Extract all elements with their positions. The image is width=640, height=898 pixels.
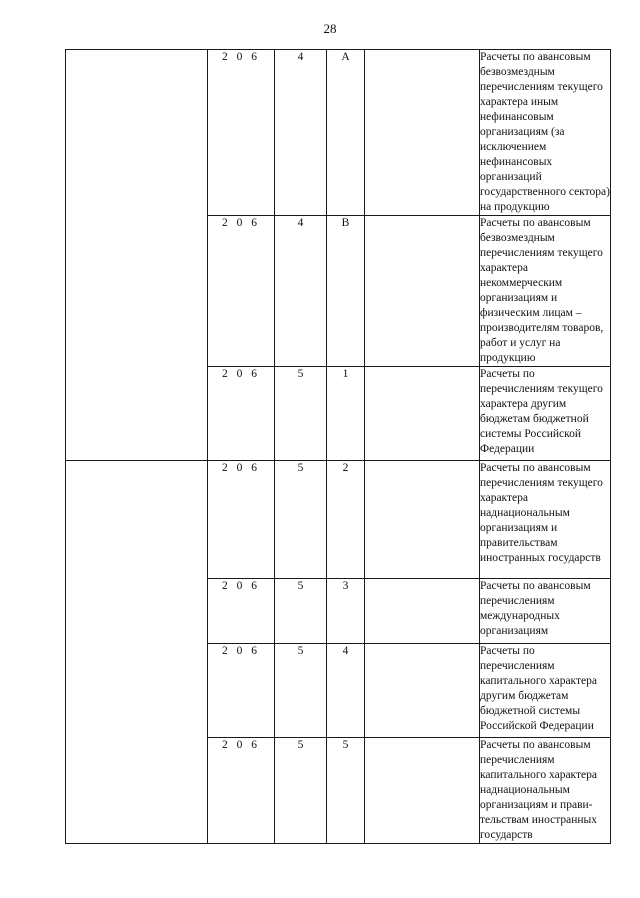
account-code-cell: 2 0 6 [208, 216, 275, 367]
analytic-code-cell: 2 [327, 461, 365, 579]
description-cell: Расчеты по перечислениям текущего характера другим бюджетам бюджетной системы Российской Федерации [480, 367, 611, 461]
subcode-cell: 4 [275, 216, 327, 367]
empty-cell [365, 579, 480, 644]
empty-cell [365, 738, 480, 844]
empty-cell [365, 644, 480, 738]
subcode-cell: 5 [275, 644, 327, 738]
description-cell: Расчеты по авансовым перечислениям капитального характера наднациональным организациям и прави-тельствам иностранных государств [480, 738, 611, 844]
subcode-cell: 4 [275, 50, 327, 216]
analytic-code-cell: 3 [327, 579, 365, 644]
analytic-code-cell: А [327, 50, 365, 216]
account-code-cell: 2 0 6 [208, 367, 275, 461]
subcode-cell: 5 [275, 738, 327, 844]
account-name-cell [66, 461, 208, 844]
description-cell: Расчеты по авансовым безвозмездным перечислениям текущего характера некоммерческим организациям и физическим лицам – производителям товаров, работ и услуг на продукцию [480, 216, 611, 367]
account-name-cell [66, 50, 208, 461]
analytic-code-cell: 1 [327, 367, 365, 461]
table-row [66, 461, 611, 579]
account-table [65, 49, 611, 844]
table-row [66, 50, 611, 216]
account-code-cell: 2 0 6 [208, 50, 275, 216]
analytic-code-cell: 5 [327, 738, 365, 844]
empty-cell [365, 461, 480, 579]
subcode-cell: 5 [275, 461, 327, 579]
page-number: 28 [323, 21, 337, 36]
empty-cell [365, 367, 480, 461]
subcode-cell: 5 [275, 579, 327, 644]
empty-cell [365, 216, 480, 367]
subcode-cell: 5 [275, 367, 327, 461]
empty-cell [365, 50, 480, 216]
account-code-cell: 2 0 6 [208, 579, 275, 644]
analytic-code-cell: 4 [327, 644, 365, 738]
analytic-code-cell: В [327, 216, 365, 367]
description-cell: Расчеты по перечислениям капитального характера другим бюджетам бюджетной системы Российской Федерации [480, 644, 611, 738]
account-code-cell: 2 0 6 [208, 738, 275, 844]
account-code-cell: 2 0 6 [208, 461, 275, 579]
description-cell: Расчеты по авансовым перечислениям текущего характера наднациональным организациям и правительствам иностранных государств [480, 461, 611, 579]
account-code-cell: 2 0 6 [208, 644, 275, 738]
description-cell: Расчеты по авансовым перечислениям международных организациям [480, 579, 611, 644]
description-cell: Расчеты по авансовым безвозмездным перечислениям текущего характера иным нефинансовым организациям (за исключением нефинансовых организаций государственного сектора) на продукцию [480, 50, 611, 216]
